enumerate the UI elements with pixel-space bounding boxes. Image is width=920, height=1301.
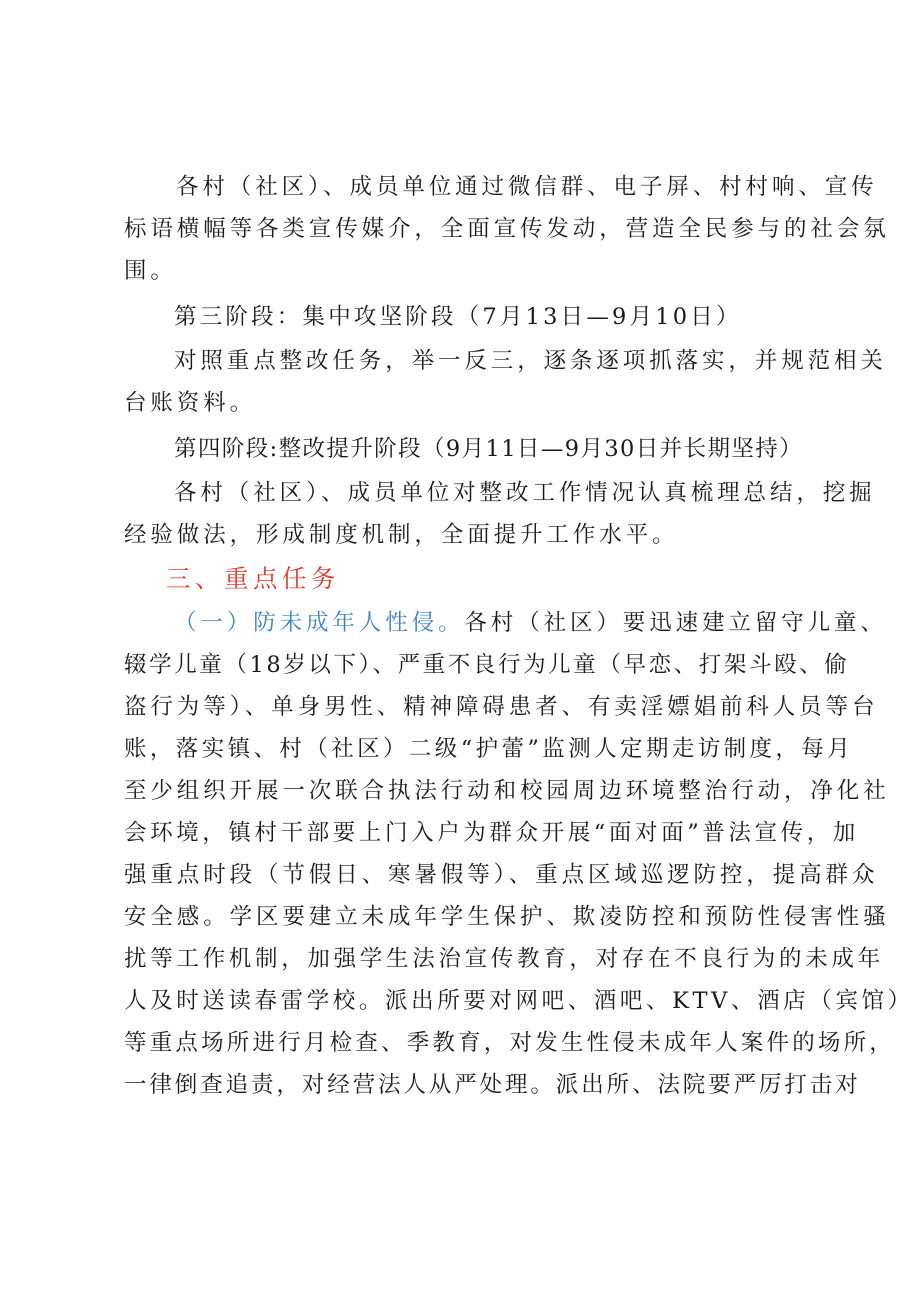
paragraph-line: 辍学儿童（18岁以下）、严重不良行为儿童（早恋、打架斗殴、偷 — [124, 652, 850, 678]
paragraph-line: 扰等工作机制，加强学生法治宣传教育，对存在不良行为的未成年 — [124, 946, 884, 972]
paragraph-line: 对照重点整改任务，举一反三，逐条逐项抓落实，并规范相关 — [174, 348, 887, 374]
paragraph-line: 台账资料。 — [124, 390, 257, 416]
paragraph-line: 经验做法，形成制度机制，全面提升工作水平。 — [124, 522, 679, 548]
stage-four-heading: 第四阶段:整改提升阶段（9月11日—9月30日并长期坚持） — [174, 436, 804, 462]
section-heading: 三、重点任务 — [166, 564, 340, 593]
task-one-body: 各村（社区）要迅速建立留守儿童、 — [464, 610, 887, 636]
paragraph-line: 各村（社区）、成员单位通过微信群、电子屏、村村响、宣传 — [176, 174, 878, 200]
paragraph-line: 至少组织开展一次联合执法行动和校园周边环境整治行动，净化社 — [124, 778, 890, 804]
task-one-line — [174, 605, 920, 641]
paragraph-line: 围。 — [124, 258, 177, 284]
stage-three-heading: 第三阶段：集中攻坚阶段（7月13日—9月10日） — [174, 304, 742, 330]
paragraph-line: 账，落实镇、村（社区）二级“护蕾”监测人定期走访制度，每月 — [124, 736, 854, 762]
paragraph-line: 各村（社区）、成员单位对整改工作情况认真梳理总结，挖掘 — [174, 480, 876, 506]
paragraph-line: 盗行为等）、单身男性、精神障碍患者、有卖淫嫖娼前科人员等台 — [124, 694, 879, 720]
task-one-title: （一）防未成年人性侵。 — [174, 610, 465, 636]
paragraph-line: 一律倒查追责，对经营法人从严处理。派出所、法院要严厉打击对 — [124, 1072, 861, 1098]
paragraph-line: 等重点场所进行月检查、季教育，对发生性侵未成年人案件的场所， — [124, 1030, 896, 1056]
paragraph-line: 人及时送读春雷学校。派出所要对网吧、酒吧、KTV、酒店（宾馆） — [124, 988, 914, 1014]
paragraph-line: 标语横幅等各类宣传媒介，全面宣传发动，营造全民参与的社会氛 — [124, 216, 890, 242]
paragraph-line: 强重点时段（节假日、寒暑假等）、重点区域巡逻防控，提高群众 — [124, 862, 879, 888]
paragraph-line: 安全感。学区要建立未成年学生保护、欺凌防控和预防性侵害性骚 — [124, 904, 890, 930]
paragraph-line: 会环境，镇村干部要上门入户为群众开展“面对面”普法宣传，加 — [124, 820, 859, 846]
